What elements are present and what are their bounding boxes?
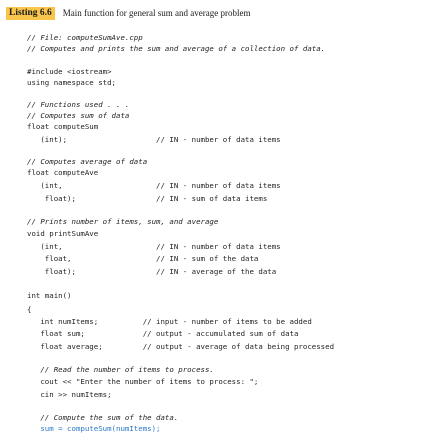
code-line: cin >> numItems; [27,390,112,399]
code-line: float); // IN - average of the data [27,267,277,276]
code-line: // Prints number of items, sum, and average [27,217,219,226]
code-line: { [27,305,32,314]
code-line: (int, // IN - number of data items [27,242,281,251]
listing-title: Main function for general sum and average problem [62,8,251,18]
code-line: // File: computeSumAve.cpp [27,33,143,42]
code-line: // Computes average of data [27,157,148,166]
code-line: // Computes sum of data [27,111,130,120]
code-line: (int, // IN - number of data items [27,181,281,190]
code-line: float computeSum [27,122,99,131]
code-line: float); // IN - sum of data items [27,194,268,203]
code-line: int numItems; // input - number of items to be added [27,317,312,326]
code-line: // Compute the sum of the data. [27,413,179,422]
code-line: sum = computeSum(numItems); [27,424,161,433]
code-line: float average; // output - average of data being processed [27,342,335,351]
code-line: #include <iostream> [27,67,112,76]
code-line: float, // IN - sum of the data [27,254,259,263]
code-line: int main() [27,291,72,300]
code-line: float sum; // output - accumulated sum of data [27,329,299,338]
code-line: using namespace std; [27,78,116,87]
code-line: // Computes and prints the sum and average of a collection of data. [27,44,326,53]
code-line: // Read the number of items to process. [27,365,214,374]
listing-label: Listing 6.6 [6,7,55,20]
code-line: // Functions used . . . [27,100,130,109]
code-line: void printSumAve [27,229,99,238]
code-line: float computeAve [27,168,99,177]
listing-header [6,7,250,20]
code-line: cout << "Enter the number of items to process: "; [27,377,259,386]
code-line: (int); // IN - number of data items [27,135,281,144]
